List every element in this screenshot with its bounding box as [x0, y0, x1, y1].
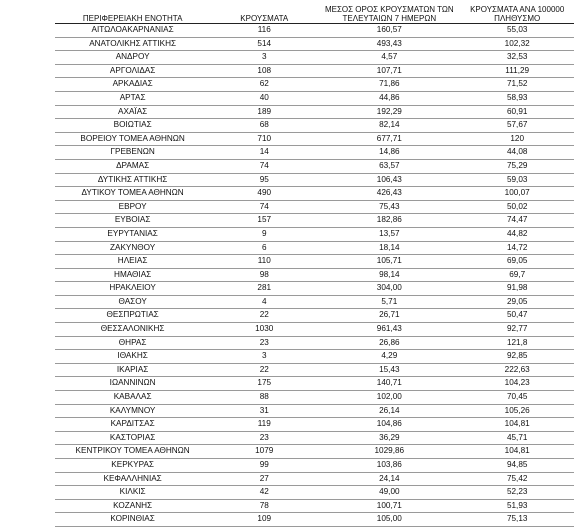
cell-7day-average: 15,43 — [318, 363, 460, 377]
cell-7day-average: 107,71 — [318, 64, 460, 78]
cell-regional-unit: ΚΑΡΔΙΤΣΑΣ — [55, 418, 210, 432]
table-row — [55, 391, 574, 405]
cell-cases: 490 — [210, 187, 318, 201]
cell-cases-per-100k: 55,03 — [460, 24, 574, 38]
cell-7day-average: 961,43 — [318, 323, 460, 337]
cell-regional-unit: ΘΑΣΟΥ — [55, 295, 210, 309]
cell-regional-unit: ΚΕΡΚΥΡΑΣ — [55, 459, 210, 473]
cell-cases-per-100k: 92,77 — [460, 323, 574, 337]
header-cases: ΚΡΟΥΣΜΑΤΑ — [210, 0, 318, 24]
cell-cases-per-100k: 70,45 — [460, 391, 574, 405]
cell-regional-unit: ΙΚΑΡΙΑΣ — [55, 363, 210, 377]
table-row — [55, 431, 574, 445]
cell-regional-unit: ΚΕΝΤΡΙΚΟΥ ΤΟΜΕΑ ΑΘΗΝΩΝ — [55, 445, 210, 459]
cell-regional-unit: ΑΝΑΤΟΛΙΚΗΣ ΑΤΤΙΚΗΣ — [55, 37, 210, 51]
cell-cases: 189 — [210, 105, 318, 119]
cell-regional-unit: ΔΥΤΙΚΗΣ ΑΤΤΙΚΗΣ — [55, 173, 210, 187]
cell-cases: 95 — [210, 173, 318, 187]
table-row — [55, 350, 574, 364]
table-row — [55, 323, 574, 337]
cell-regional-unit: ΔΥΤΙΚΟΥ ΤΟΜΕΑ ΑΘΗΝΩΝ — [55, 187, 210, 201]
cell-cases: 1030 — [210, 323, 318, 337]
cell-7day-average: 426,43 — [318, 187, 460, 201]
cell-cases-per-100k: 44,82 — [460, 227, 574, 241]
cell-7day-average: 106,43 — [318, 173, 460, 187]
table-row — [55, 214, 574, 228]
table-row — [55, 513, 574, 527]
header-cases-per-100k: ΚΡΟΥΣΜΑΤΑ ΑΝΑ 100000 ΠΛΗΘΥΣΜΟ — [460, 0, 574, 24]
table-row — [55, 159, 574, 173]
cell-cases-per-100k: 59,03 — [460, 173, 574, 187]
cell-7day-average: 63,57 — [318, 159, 460, 173]
cell-cases: 22 — [210, 363, 318, 377]
cell-cases: 62 — [210, 78, 318, 92]
cell-cases: 119 — [210, 418, 318, 432]
cell-regional-unit: ΔΡΑΜΑΣ — [55, 159, 210, 173]
cell-regional-unit: ΘΕΣΠΡΩΤΙΑΣ — [55, 309, 210, 323]
cell-cases: 23 — [210, 431, 318, 445]
cell-7day-average: 304,00 — [318, 282, 460, 296]
cell-cases-per-100k: 32,53 — [460, 51, 574, 65]
table-row — [55, 336, 574, 350]
cell-cases-per-100k: 120 — [460, 132, 574, 146]
cell-cases-per-100k: 69,05 — [460, 255, 574, 269]
cell-cases: 98 — [210, 268, 318, 282]
cell-cases: 14 — [210, 146, 318, 160]
table-row — [55, 445, 574, 459]
cell-regional-unit: ΑΡΓΟΛΙΔΑΣ — [55, 64, 210, 78]
cell-cases: 175 — [210, 377, 318, 391]
cases-by-regional-unit-table — [55, 0, 574, 527]
cell-regional-unit: ΑΡΚΑΔΙΑΣ — [55, 78, 210, 92]
cell-regional-unit: ΚΑΛΥΜΝΟΥ — [55, 404, 210, 418]
cell-regional-unit: ΗΛΕΙΑΣ — [55, 255, 210, 269]
table-row — [55, 132, 574, 146]
table-row — [55, 64, 574, 78]
cell-regional-unit: ΘΗΡΑΣ — [55, 336, 210, 350]
cell-7day-average: 105,00 — [318, 513, 460, 527]
cell-regional-unit: ΙΩΑΝΝΙΝΩΝ — [55, 377, 210, 391]
cell-regional-unit: ΚΑΒΑΛΑΣ — [55, 391, 210, 405]
cell-regional-unit: ΕΥΡΥΤΑΝΙΑΣ — [55, 227, 210, 241]
cell-cases: 281 — [210, 282, 318, 296]
table-row — [55, 51, 574, 65]
cell-cases-per-100k: 60,91 — [460, 105, 574, 119]
cell-cases: 4 — [210, 295, 318, 309]
table-row — [55, 241, 574, 255]
cell-cases: 514 — [210, 37, 318, 51]
cell-cases-per-100k: 75,13 — [460, 513, 574, 527]
cell-7day-average: 71,86 — [318, 78, 460, 92]
cell-7day-average: 105,71 — [318, 255, 460, 269]
cell-7day-average: 1029,86 — [318, 445, 460, 459]
table-row — [55, 363, 574, 377]
cell-regional-unit: ΑΝΔΡΟΥ — [55, 51, 210, 65]
header-regional-unit: ΠΕΡΙΦΕΡΕΙΑΚΗ ΕΝΟΤΗΤΑ — [55, 0, 210, 24]
cell-cases: 40 — [210, 91, 318, 105]
table-row — [55, 187, 574, 201]
cell-cases: 74 — [210, 200, 318, 214]
cell-7day-average: 36,29 — [318, 431, 460, 445]
cell-7day-average: 5,71 — [318, 295, 460, 309]
cell-cases-per-100k: 104,23 — [460, 377, 574, 391]
cell-7day-average: 26,71 — [318, 309, 460, 323]
cell-cases-per-100k: 52,23 — [460, 486, 574, 500]
cell-7day-average: 24,14 — [318, 472, 460, 486]
cell-7day-average: 103,86 — [318, 459, 460, 473]
cell-7day-average: 4,29 — [318, 350, 460, 364]
cell-cases: 109 — [210, 513, 318, 527]
cell-7day-average: 13,57 — [318, 227, 460, 241]
cell-7day-average: 26,86 — [318, 336, 460, 350]
cell-cases: 88 — [210, 391, 318, 405]
cell-regional-unit: ΕΒΡΟΥ — [55, 200, 210, 214]
cell-cases-per-100k: 104,81 — [460, 445, 574, 459]
cell-7day-average: 18,14 — [318, 241, 460, 255]
cell-7day-average: 140,71 — [318, 377, 460, 391]
cell-cases: 108 — [210, 64, 318, 78]
cell-regional-unit: ΗΡΑΚΛΕΙΟΥ — [55, 282, 210, 296]
cell-cases: 3 — [210, 51, 318, 65]
cell-cases: 157 — [210, 214, 318, 228]
cell-cases-per-100k: 222,63 — [460, 363, 574, 377]
cell-cases-per-100k: 50,02 — [460, 200, 574, 214]
cell-regional-unit: ΒΟΡΕΙΟΥ ΤΟΜΕΑ ΑΘΗΝΩΝ — [55, 132, 210, 146]
table-row — [55, 24, 574, 38]
cell-cases: 78 — [210, 499, 318, 513]
cell-cases-per-100k: 69,7 — [460, 268, 574, 282]
cell-7day-average: 677,71 — [318, 132, 460, 146]
cell-cases-per-100k: 111,29 — [460, 64, 574, 78]
cell-cases: 23 — [210, 336, 318, 350]
cell-regional-unit: ΚΙΛΚΙΣ — [55, 486, 210, 500]
cell-cases-per-100k: 71,52 — [460, 78, 574, 92]
cell-cases-per-100k: 44,08 — [460, 146, 574, 160]
cell-regional-unit: ΘΕΣΣΑΛΟΝΙΚΗΣ — [55, 323, 210, 337]
cell-7day-average: 160,57 — [318, 24, 460, 38]
cell-cases-per-100k: 102,32 — [460, 37, 574, 51]
cell-cases: 710 — [210, 132, 318, 146]
cell-7day-average: 14,86 — [318, 146, 460, 160]
table-row — [55, 227, 574, 241]
table-row — [55, 255, 574, 269]
cell-cases: 6 — [210, 241, 318, 255]
cell-regional-unit: ΙΘΑΚΗΣ — [55, 350, 210, 364]
cell-cases-per-100k: 100,07 — [460, 187, 574, 201]
table-row — [55, 91, 574, 105]
cell-regional-unit: ΚΑΣΤΟΡΙΑΣ — [55, 431, 210, 445]
table-row — [55, 37, 574, 51]
cell-cases-per-100k: 45,71 — [460, 431, 574, 445]
cell-7day-average: 192,29 — [318, 105, 460, 119]
table-row — [55, 268, 574, 282]
cell-7day-average: 49,00 — [318, 486, 460, 500]
cell-cases: 42 — [210, 486, 318, 500]
table-row — [55, 499, 574, 513]
cell-cases-per-100k: 74,47 — [460, 214, 574, 228]
header-7day-average: ΜΕΣΟΣ ΟΡΟΣ ΚΡΟΥΣΜΑΤΩΝ ΤΩΝ ΤΕΛΕΥΤΑΙΩΝ 7 ΗΜΕΡΩΝ — [318, 0, 460, 24]
table-row — [55, 78, 574, 92]
table-row — [55, 472, 574, 486]
cell-regional-unit: ΑΧΑΪΑΣ — [55, 105, 210, 119]
cell-7day-average: 100,71 — [318, 499, 460, 513]
table-row — [55, 105, 574, 119]
cell-cases-per-100k: 57,67 — [460, 119, 574, 133]
cell-7day-average: 493,43 — [318, 37, 460, 51]
cell-cases-per-100k: 91,98 — [460, 282, 574, 296]
table-row — [55, 459, 574, 473]
table-row — [55, 377, 574, 391]
table-row — [55, 404, 574, 418]
cell-cases: 116 — [210, 24, 318, 38]
table-row — [55, 173, 574, 187]
cell-7day-average: 102,00 — [318, 391, 460, 405]
cell-cases: 27 — [210, 472, 318, 486]
cell-cases-per-100k: 14,72 — [460, 241, 574, 255]
cell-cases-per-100k: 75,29 — [460, 159, 574, 173]
cell-regional-unit: ΕΥΒΟΙΑΣ — [55, 214, 210, 228]
cell-cases-per-100k: 94,85 — [460, 459, 574, 473]
cell-7day-average: 182,86 — [318, 214, 460, 228]
cell-cases: 99 — [210, 459, 318, 473]
cell-cases: 9 — [210, 227, 318, 241]
cell-cases: 31 — [210, 404, 318, 418]
table-row — [55, 309, 574, 323]
cell-regional-unit: ΑΙΤΩΛΟΑΚΑΡΝΑΝΙΑΣ — [55, 24, 210, 38]
cell-7day-average: 44,86 — [318, 91, 460, 105]
table-row — [55, 282, 574, 296]
cell-cases-per-100k: 58,93 — [460, 91, 574, 105]
cell-cases: 1079 — [210, 445, 318, 459]
cell-cases-per-100k: 51,93 — [460, 499, 574, 513]
cell-7day-average: 82,14 — [318, 119, 460, 133]
table-row — [55, 418, 574, 432]
cell-cases-per-100k: 75,42 — [460, 472, 574, 486]
table-row — [55, 295, 574, 309]
cell-cases: 22 — [210, 309, 318, 323]
cell-cases: 74 — [210, 159, 318, 173]
table-row — [55, 486, 574, 500]
cell-regional-unit: ΖΑΚΥΝΘΟΥ — [55, 241, 210, 255]
cell-regional-unit: ΑΡΤΑΣ — [55, 91, 210, 105]
cell-regional-unit: ΗΜΑΘΙΑΣ — [55, 268, 210, 282]
cell-7day-average: 26,14 — [318, 404, 460, 418]
cell-7day-average: 75,43 — [318, 200, 460, 214]
table-row — [55, 146, 574, 160]
cell-cases: 68 — [210, 119, 318, 133]
cell-cases-per-100k: 50,47 — [460, 309, 574, 323]
cell-cases-per-100k: 105,26 — [460, 404, 574, 418]
cell-cases-per-100k: 104,81 — [460, 418, 574, 432]
cell-regional-unit: ΓΡΕΒΕΝΩΝ — [55, 146, 210, 160]
cell-regional-unit: ΒΟΙΩΤΙΑΣ — [55, 119, 210, 133]
table-row — [55, 119, 574, 133]
table-body — [55, 24, 574, 527]
table-row — [55, 200, 574, 214]
cell-regional-unit: ΚΟΖΑΝΗΣ — [55, 499, 210, 513]
table-header-row — [55, 0, 574, 24]
cell-7day-average: 98,14 — [318, 268, 460, 282]
cell-cases: 110 — [210, 255, 318, 269]
cell-cases-per-100k: 121,8 — [460, 336, 574, 350]
cell-cases-per-100k: 29,05 — [460, 295, 574, 309]
cell-cases-per-100k: 92,85 — [460, 350, 574, 364]
cell-regional-unit: ΚΕΦΑΛΛΗΝΙΑΣ — [55, 472, 210, 486]
cell-regional-unit: ΚΟΡΙΝΘΙΑΣ — [55, 513, 210, 527]
cell-7day-average: 4,57 — [318, 51, 460, 65]
cell-cases: 3 — [210, 350, 318, 364]
cell-7day-average: 104,86 — [318, 418, 460, 432]
